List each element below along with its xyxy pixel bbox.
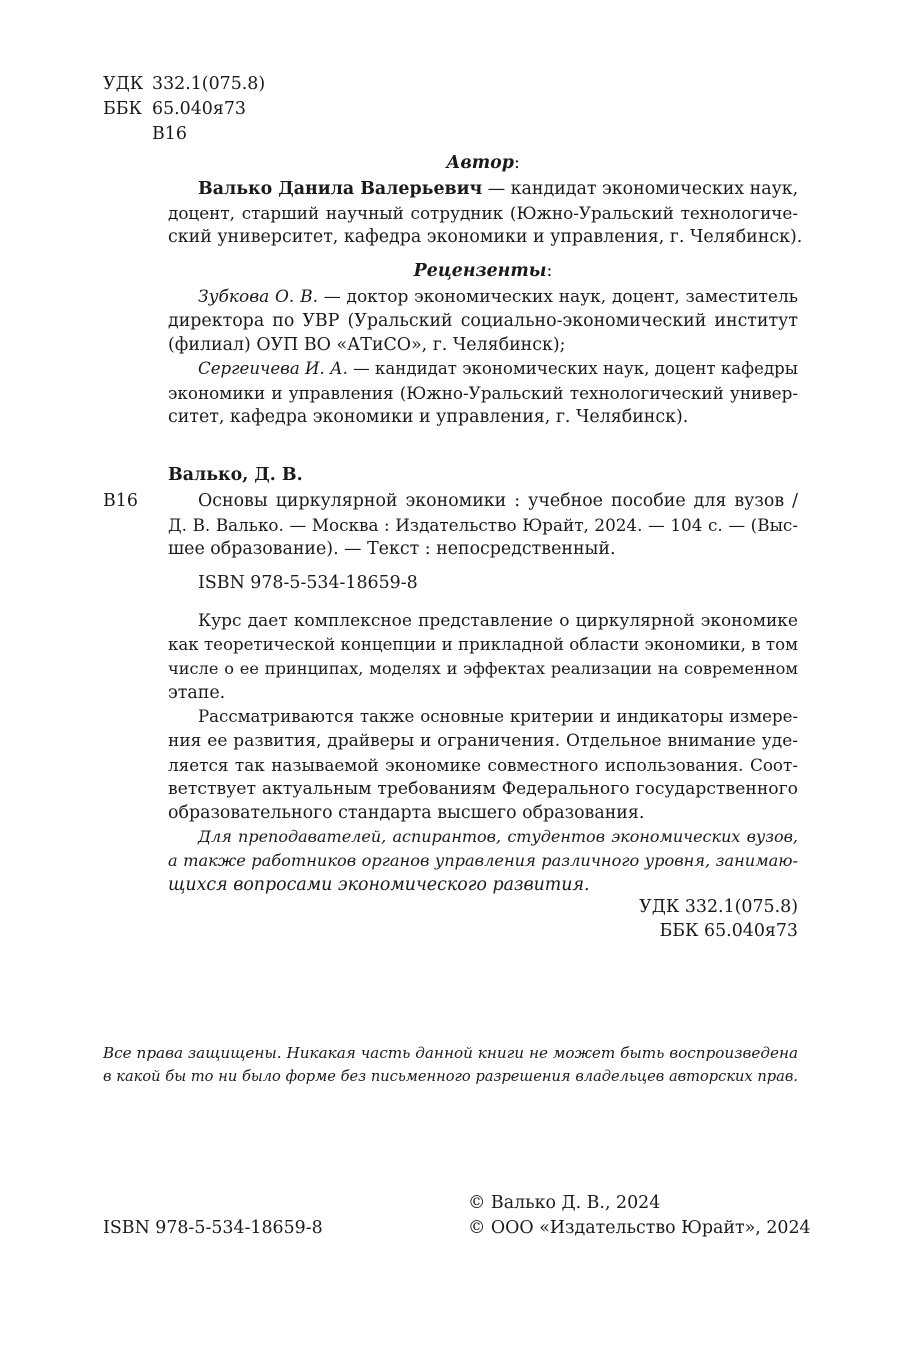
bib-line-2: Д. В. Валько. — Москва : Издательство Юрайт, 2024. — 104 с. — (Выс- — [168, 515, 798, 535]
reviewer2-line-2: экономики и управления (Южно-Уральский технологический универ- — [168, 383, 798, 403]
annotation-p1-line-4: этапе. — [168, 683, 226, 703]
reviewers-heading-text: Рецензенты — [413, 261, 547, 281]
author-heading-colon: : — [513, 153, 520, 173]
reviewer1-line-2: директора по УВР (Уральский социально-экономический институт — [168, 311, 798, 331]
reviewer2-line-1 — [198, 357, 798, 381]
copyright-author: © Валько Д. В., 2024 — [468, 1193, 661, 1213]
author-name: Валько Данила Валерьевич — [198, 179, 483, 199]
annotation-p2-line-2: ния ее развития, драйверы и ограничения. Отдельное внимание уде- — [168, 731, 798, 751]
author-heading-text: Автор — [446, 153, 514, 173]
bib-isbn: ISBN 978-5-534-18659-8 — [198, 573, 418, 593]
annotation-p1-line-2: как теоретической концепции и прикладной области экономики, в том — [168, 635, 798, 654]
author-line-2: доцент, старший научный сотрудник (Южно-Уральский технологиче- — [168, 203, 798, 223]
annotation-p3-line-1: Для преподавателей, аспирантов, студентов экономических вузов, — [198, 827, 798, 846]
bib-heading: Валько, Д. В. — [168, 465, 303, 485]
reviewer2-line1-rest: — кандидат экономических наук, доцент кафедры — [347, 359, 798, 378]
udk-value: 332.1(075.8) — [152, 74, 266, 94]
bib-line-3: шее образование). — Текст : непосредственный. — [168, 539, 616, 559]
annotation-p1-line-3: числе о ее принципах, моделях и эффектах реализации на современном — [168, 659, 798, 678]
copyright-publisher: © ООО «Издательство Юрайт», 2024 — [468, 1218, 811, 1238]
annotation-p2-line-4: ветствует актуальным требованиям Федерального государственного — [168, 779, 798, 799]
reviewer1-line1-rest: — доктор экономических наук, доцент, заместитель — [317, 287, 798, 307]
annotation-p2-line-1: Рассматриваются также основные критерии и индикаторы измере- — [198, 707, 798, 726]
author-heading — [168, 151, 798, 175]
annotation-p2-line-5: образовательного стандарта высшего образования. — [168, 803, 645, 823]
annotation-p1-line-1: Курс дает комплексное представление о циркулярной экономике — [198, 611, 798, 631]
reviewer2-name: Сергеичева И. А. — [198, 359, 348, 378]
bbk-label: ББК — [103, 99, 143, 119]
reviewer1-name: Зубкова О. В. — [198, 287, 318, 307]
author-line-3: ский университет, кафедра экономики и управления, г. Челябинск). — [168, 227, 803, 247]
reviewers-heading-colon: : — [546, 261, 553, 281]
reviewer1-line-1 — [198, 285, 798, 309]
annotation-bbk: ББК 65.040я73 — [659, 921, 798, 941]
bib-line-1: Основы циркулярной экономики : учебное пособие для вузов / — [198, 491, 798, 511]
bbk-value: 65.040я73 — [152, 99, 246, 119]
reviewers-heading — [168, 259, 798, 283]
annotation-p2-line-3: ляется так называемой экономике совместного использования. Соот- — [168, 755, 798, 775]
reviewer2-line-3: ситет, кафедра экономики и управления, г. Челябинск). — [168, 407, 689, 427]
rights-line-1: Все права защищены. Никакая часть данной книги не может быть воспроизведена — [103, 1044, 798, 1062]
author-line-1 — [198, 177, 798, 201]
author-sign-top: В16 — [152, 124, 187, 144]
annotation-p3-line-2: а также работников органов управления различного уровня, занимаю- — [168, 851, 798, 870]
reviewer1-line-3: (филиал) ОУП ВО «АТиСО», г. Челябинск); — [168, 335, 566, 355]
annotation-udk: УДК 332.1(075.8) — [639, 897, 798, 917]
rights-line-2: в какой бы то ни было форме без письменного разрешения владельцев авторских прав. — [103, 1068, 798, 1085]
bib-sign: В16 — [103, 491, 138, 511]
udk-label: УДК — [103, 74, 144, 94]
footer-isbn: ISBN 978-5-534-18659-8 — [103, 1218, 323, 1238]
author-line1-rest: — кандидат экономических наук, — [482, 179, 799, 199]
annotation-p3-line-3: щихся вопросами экономического развития. — [168, 875, 590, 895]
